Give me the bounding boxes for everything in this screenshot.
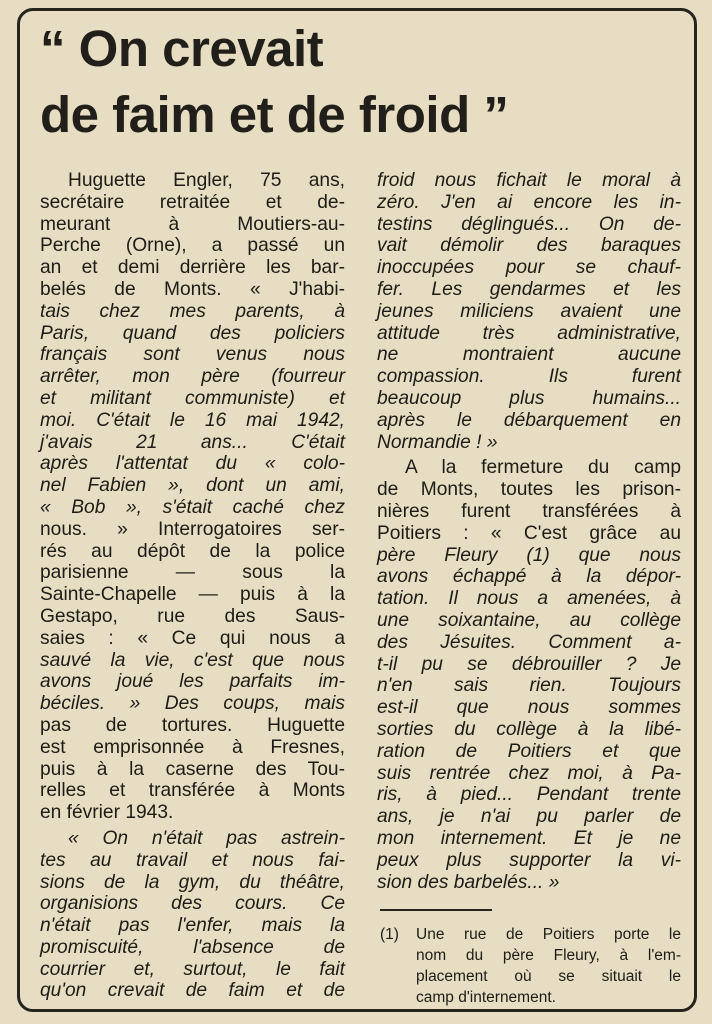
footnote-line: placement où se situait le xyxy=(416,968,681,985)
article-column-right xyxy=(377,170,681,893)
footnote-line: nom du père Fleury, à l'em- xyxy=(416,947,681,964)
article-line: père Fleury (1) que nous xyxy=(377,544,681,566)
article-line: Perche (Orne), a passé un xyxy=(40,235,345,257)
article-line: béciles. » Des coups, mais xyxy=(40,693,345,715)
article-line: j'avais 21 ans... C'était xyxy=(40,431,345,453)
article-line: sions de la gym, du théâtre, xyxy=(40,871,345,893)
article-line: puis à la caserne des Tou- xyxy=(40,758,345,780)
article-line: inoccupées pour se chauf- xyxy=(377,257,681,279)
article-line: une soixantaine, au collège xyxy=(377,609,681,631)
article-line: attitude très administrative, xyxy=(377,322,681,344)
article-line: n'en sais rien. Toujours xyxy=(377,675,681,697)
headline xyxy=(40,16,690,148)
article-line: vait démolir des baraques xyxy=(377,235,681,257)
article-line: ris, à pied... Pendant trente xyxy=(377,784,681,806)
article-line: « Bob », s'était caché chez xyxy=(40,496,345,518)
article-line: beaucoup plus humains... xyxy=(377,387,681,409)
article-line: promiscuité, l'absence de xyxy=(40,936,345,958)
article-line: an et demi derrière les bar- xyxy=(40,257,345,279)
article-line: est-il que nous sommes xyxy=(377,697,681,719)
article-line: suis rentrée chez moi, à Pa- xyxy=(377,762,681,784)
article-line: Huguette Engler, 75 ans, xyxy=(68,170,345,191)
article-line: fer. Les gendarmes et les xyxy=(377,278,681,300)
article-line: pas de tortures. Huguette xyxy=(40,714,345,736)
footnote-number: (1) xyxy=(380,926,399,943)
article-line: de Monts, toutes les prison- xyxy=(377,479,681,501)
article-line: compassion. Ils furent xyxy=(377,366,681,388)
article-line: ans, je n'ai pu parler de xyxy=(377,806,681,828)
article-line: Paris, quand des policiers xyxy=(40,322,345,344)
article-line: peux plus supporter la vi- xyxy=(377,849,681,871)
article-line: nous. » Interrogatoires ser- xyxy=(40,518,345,540)
article-line: relles et transférée à Monts xyxy=(40,780,345,802)
article-line: A la fermeture du camp xyxy=(405,457,681,479)
article-line: des Jésuites. Comment a- xyxy=(377,631,681,653)
article-line: sauvé la vie, c'est que nous xyxy=(40,649,345,671)
article-line: nières furent transférées à xyxy=(377,500,681,522)
article-line: jeunes miliciens avaient une xyxy=(377,300,681,322)
footnote xyxy=(380,924,681,1008)
article-line: tais chez mes parents, à xyxy=(40,300,345,322)
article-line: Gestapo, rue des Saus- xyxy=(40,605,345,627)
article-line: tes au travail et nous fai- xyxy=(40,849,345,871)
article-line: courrier et, surtout, le fait xyxy=(40,958,345,980)
article-line: sorties du collège à la libé- xyxy=(377,718,681,740)
headline-line: “ On crevait xyxy=(40,20,324,77)
article-line: Poitiers : « C'est grâce au xyxy=(377,522,681,544)
article-line: tation. Il nous a amenées, à xyxy=(377,588,681,610)
article-line: et militant communiste) et xyxy=(40,387,345,409)
footnote-text xyxy=(416,924,681,1008)
article-column-left xyxy=(40,170,345,1002)
article-line: avons joué les parfaits im- xyxy=(40,671,345,693)
article-line: t-il pu se débrouiller ? Je xyxy=(377,653,681,675)
article-line: mon internement. Et je ne xyxy=(377,827,681,849)
article-line: est emprisonnée à Fresnes, xyxy=(40,736,345,758)
article-line: rés au dépôt de la police xyxy=(40,540,345,562)
headline-line: de faim et de froid ” xyxy=(40,86,509,143)
footnote-divider xyxy=(380,909,492,911)
footnote-line: camp d'internement. xyxy=(416,989,556,1006)
article-line: ne montraient aucune xyxy=(377,344,681,366)
article-line: arrêter, mon père (fourreur xyxy=(40,366,345,388)
article-line: testins déglingués... On de- xyxy=(377,213,681,235)
article-line: froid nous fichait le moral à xyxy=(377,170,681,191)
article-line: avons échappé à la dépor- xyxy=(377,566,681,588)
article-line: après l'attentat du « colo- xyxy=(40,453,345,475)
article-line: secrétaire retraitée et de- xyxy=(40,191,345,213)
article-line: français sont venus nous xyxy=(40,344,345,366)
article-line: ration de Poitiers et que xyxy=(377,740,681,762)
footnote-line: Une rue de Poitiers porte le xyxy=(416,926,681,943)
article-line: sion des barbelés... » xyxy=(377,871,560,893)
article-line: qu'on crevait de faim et de xyxy=(40,980,345,1002)
article-line: saies : « Ce qui nous a xyxy=(40,627,345,649)
article-line: « On n'était pas astrein- xyxy=(68,827,345,849)
article-line: Sainte-Chapelle — puis à la xyxy=(40,584,345,606)
article-line: en février 1943. xyxy=(40,802,174,824)
article-line: moi. C'était le 16 mai 1942, xyxy=(40,409,345,431)
article-line: meurant à Moutiers-au- xyxy=(40,213,345,235)
article-line: zéro. J'en ai encore les in- xyxy=(377,191,681,213)
article-line: parisienne — sous la xyxy=(40,562,345,584)
article-line: nel Fabien », dont un ami, xyxy=(40,475,345,497)
article-line: n'était pas l'enfer, mais la xyxy=(40,915,345,937)
article-line: belés de Monts. « J'habi- xyxy=(40,278,345,300)
article-line: après le débarquement en xyxy=(377,409,681,431)
article-line: Normandie ! » xyxy=(377,431,498,453)
article-line: organisions des cours. Ce xyxy=(40,893,345,915)
